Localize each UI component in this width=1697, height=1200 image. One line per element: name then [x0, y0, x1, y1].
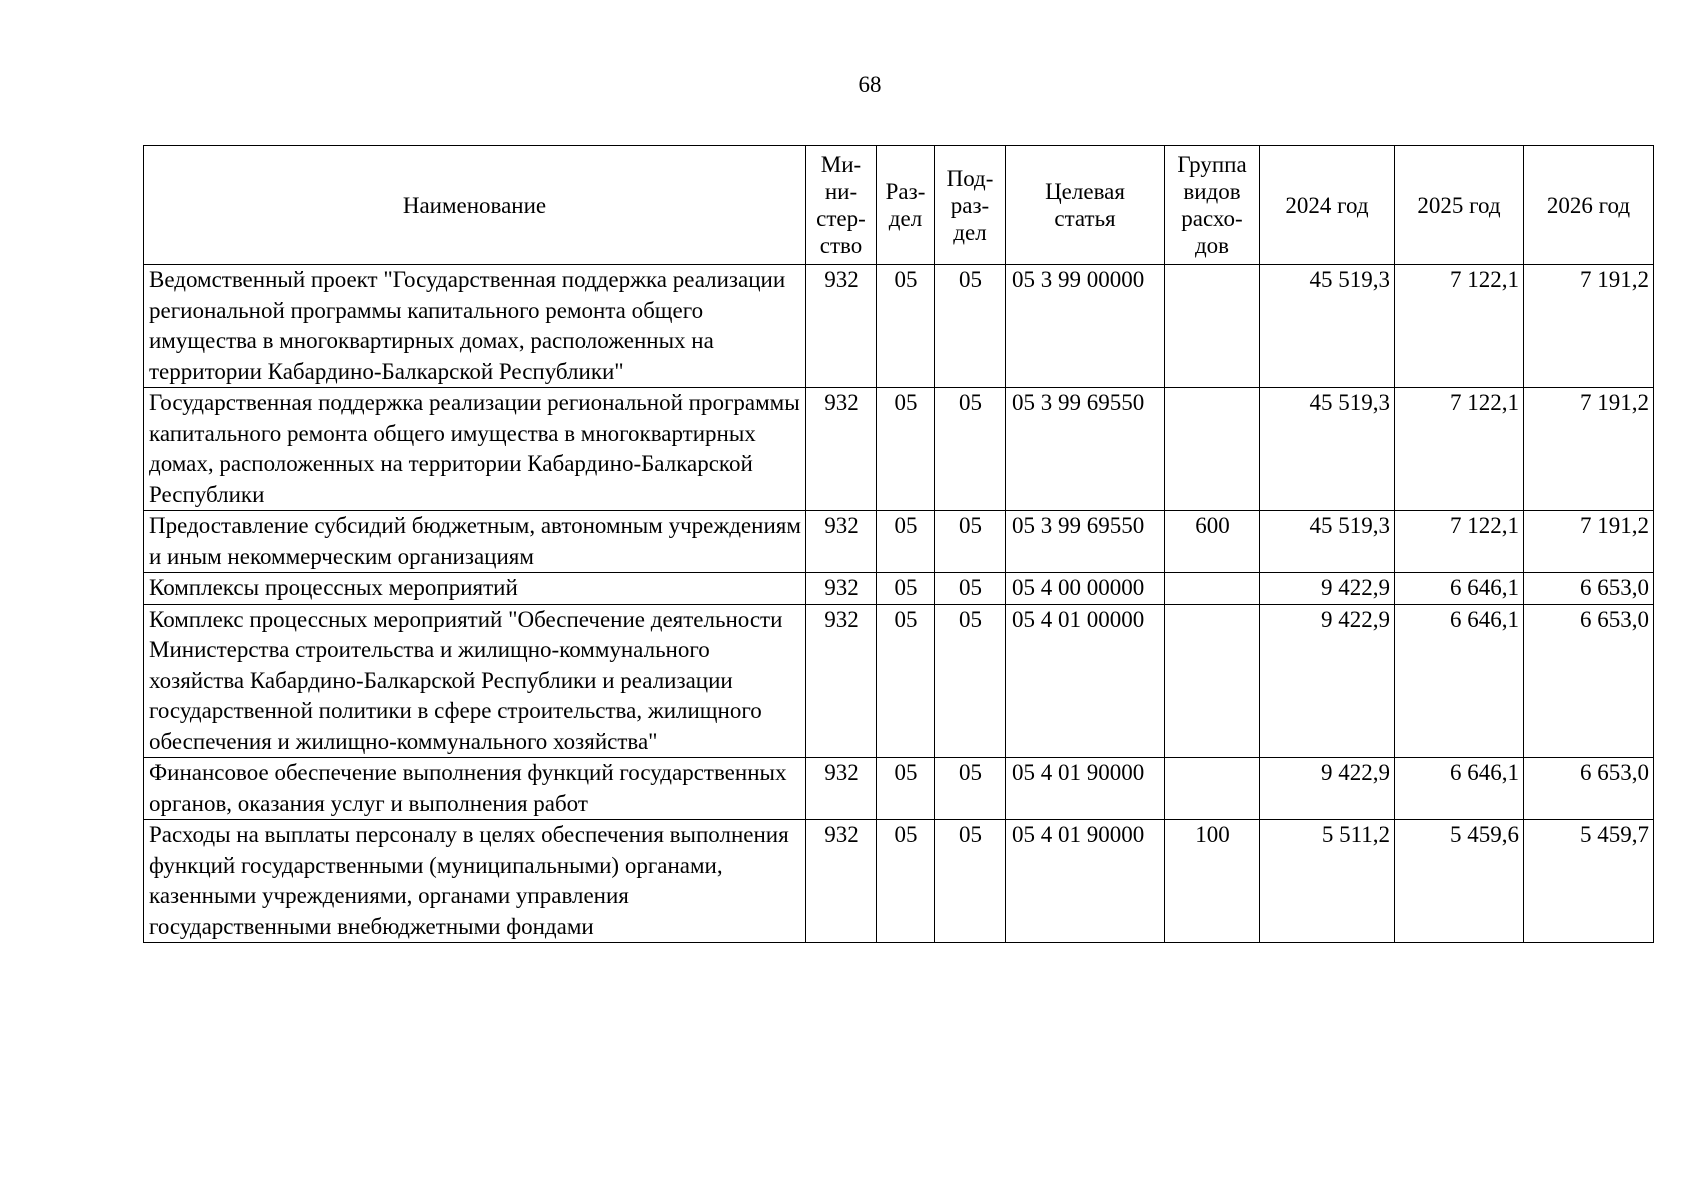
header-target-article: Целевая статья: [1006, 146, 1165, 265]
row-expense-group: [1165, 604, 1260, 758]
header-expense-group: Группа видов расхо- дов: [1165, 146, 1260, 265]
row-2025: 6 646,1: [1395, 758, 1524, 820]
row-expense-group: [1165, 573, 1260, 605]
row-name: Комплексы процессных мероприятий: [144, 573, 806, 605]
header-name: Наименование: [144, 146, 806, 265]
row-target-article: 05 3 99 69550: [1006, 511, 1165, 573]
row-2024: 5 511,2: [1260, 820, 1395, 943]
row-ministry: 932: [806, 388, 877, 511]
row-section: 05: [877, 604, 935, 758]
row-subsection: 05: [935, 511, 1006, 573]
row-subsection: 05: [935, 604, 1006, 758]
row-target-article: 05 3 99 00000: [1006, 265, 1165, 388]
row-2025: 7 122,1: [1395, 388, 1524, 511]
row-section: 05: [877, 388, 935, 511]
table-row: [144, 511, 1654, 573]
row-subsection: 05: [935, 573, 1006, 605]
row-2026: 7 191,2: [1524, 388, 1654, 511]
budget-table: [143, 145, 1654, 943]
row-expense-group: [1165, 265, 1260, 388]
row-ministry: 932: [806, 604, 877, 758]
row-2026: 6 653,0: [1524, 758, 1654, 820]
row-2026: 7 191,2: [1524, 511, 1654, 573]
row-2026: 6 653,0: [1524, 604, 1654, 758]
row-2024: 9 422,9: [1260, 604, 1395, 758]
row-expense-group: [1165, 388, 1260, 511]
row-2024: 45 519,3: [1260, 511, 1395, 573]
row-section: 05: [877, 511, 935, 573]
row-section: 05: [877, 573, 935, 605]
row-ministry: 932: [806, 511, 877, 573]
header-2026: 2026 год: [1524, 146, 1654, 265]
row-2024: 9 422,9: [1260, 573, 1395, 605]
row-ministry: 932: [806, 820, 877, 943]
table-header-row: [144, 146, 1654, 265]
header-ministry: Ми- ни- стер- ство: [806, 146, 877, 265]
row-target-article: 05 4 00 00000: [1006, 573, 1165, 605]
row-ministry: 932: [806, 573, 877, 605]
row-2025: 5 459,6: [1395, 820, 1524, 943]
row-name: Комплекс процессных мероприятий "Обеспечение деятельности Министерства строительства и жилищно-коммунального хозяйства Кабардино-Балкарской Республики и реализации государственной политики в сфере строительства, жилищного обеспечения и жилищно-коммунального хозяйства": [144, 604, 806, 758]
row-name: Ведомственный проект "Государственная поддержка реализации региональной программы капитального ремонта общего имущества в многоквартирных домах, расположенных на территории Кабардино-Балкарской Республики": [144, 265, 806, 388]
table-row: [144, 604, 1654, 758]
row-2024: 45 519,3: [1260, 388, 1395, 511]
row-2024: 45 519,3: [1260, 265, 1395, 388]
row-subsection: 05: [935, 820, 1006, 943]
row-target-article: 05 4 01 90000: [1006, 758, 1165, 820]
header-subsection: Под- раз- дел: [935, 146, 1006, 265]
header-2024: 2024 год: [1260, 146, 1395, 265]
row-target-article: 05 4 01 90000: [1006, 820, 1165, 943]
row-2026: 6 653,0: [1524, 573, 1654, 605]
row-expense-group: 100: [1165, 820, 1260, 943]
row-subsection: 05: [935, 265, 1006, 388]
page-number: 68: [858, 72, 882, 97]
header-2025: 2025 год: [1395, 146, 1524, 265]
row-2025: 6 646,1: [1395, 604, 1524, 758]
row-name: Предоставление субсидий бюджетным, автономным учреждениям и иным некоммерческим организациям: [144, 511, 806, 573]
row-expense-group: 600: [1165, 511, 1260, 573]
row-ministry: 932: [806, 265, 877, 388]
row-2026: 5 459,7: [1524, 820, 1654, 943]
table-row: [144, 573, 1654, 605]
row-2025: 7 122,1: [1395, 511, 1524, 573]
row-name: Финансовое обеспечение выполнения функций государственных органов, оказания услуг и выполнения работ: [144, 758, 806, 820]
table-row: [144, 820, 1654, 943]
row-subsection: 05: [935, 388, 1006, 511]
table-row: [144, 265, 1654, 388]
row-name: Расходы на выплаты персоналу в целях обеспечения выполнения функций государственными (муниципальными) органами, казенными учреждениями, органами управления государственными внебюджетными фондами: [144, 820, 806, 943]
row-2025: 6 646,1: [1395, 573, 1524, 605]
row-section: 05: [877, 820, 935, 943]
row-expense-group: [1165, 758, 1260, 820]
row-subsection: 05: [935, 758, 1006, 820]
row-ministry: 932: [806, 758, 877, 820]
row-section: 05: [877, 265, 935, 388]
row-2025: 7 122,1: [1395, 265, 1524, 388]
table-row: [144, 758, 1654, 820]
row-target-article: 05 3 99 69550: [1006, 388, 1165, 511]
header-section: Раз- дел: [877, 146, 935, 265]
row-2024: 9 422,9: [1260, 758, 1395, 820]
row-2026: 7 191,2: [1524, 265, 1654, 388]
row-section: 05: [877, 758, 935, 820]
row-target-article: 05 4 01 00000: [1006, 604, 1165, 758]
row-name: Государственная поддержка реализации региональной программы капитального ремонта общего имущества в многоквартирных домах, расположенных на территории Кабардино-Балкарской Республики: [144, 388, 806, 511]
table-row: [144, 388, 1654, 511]
